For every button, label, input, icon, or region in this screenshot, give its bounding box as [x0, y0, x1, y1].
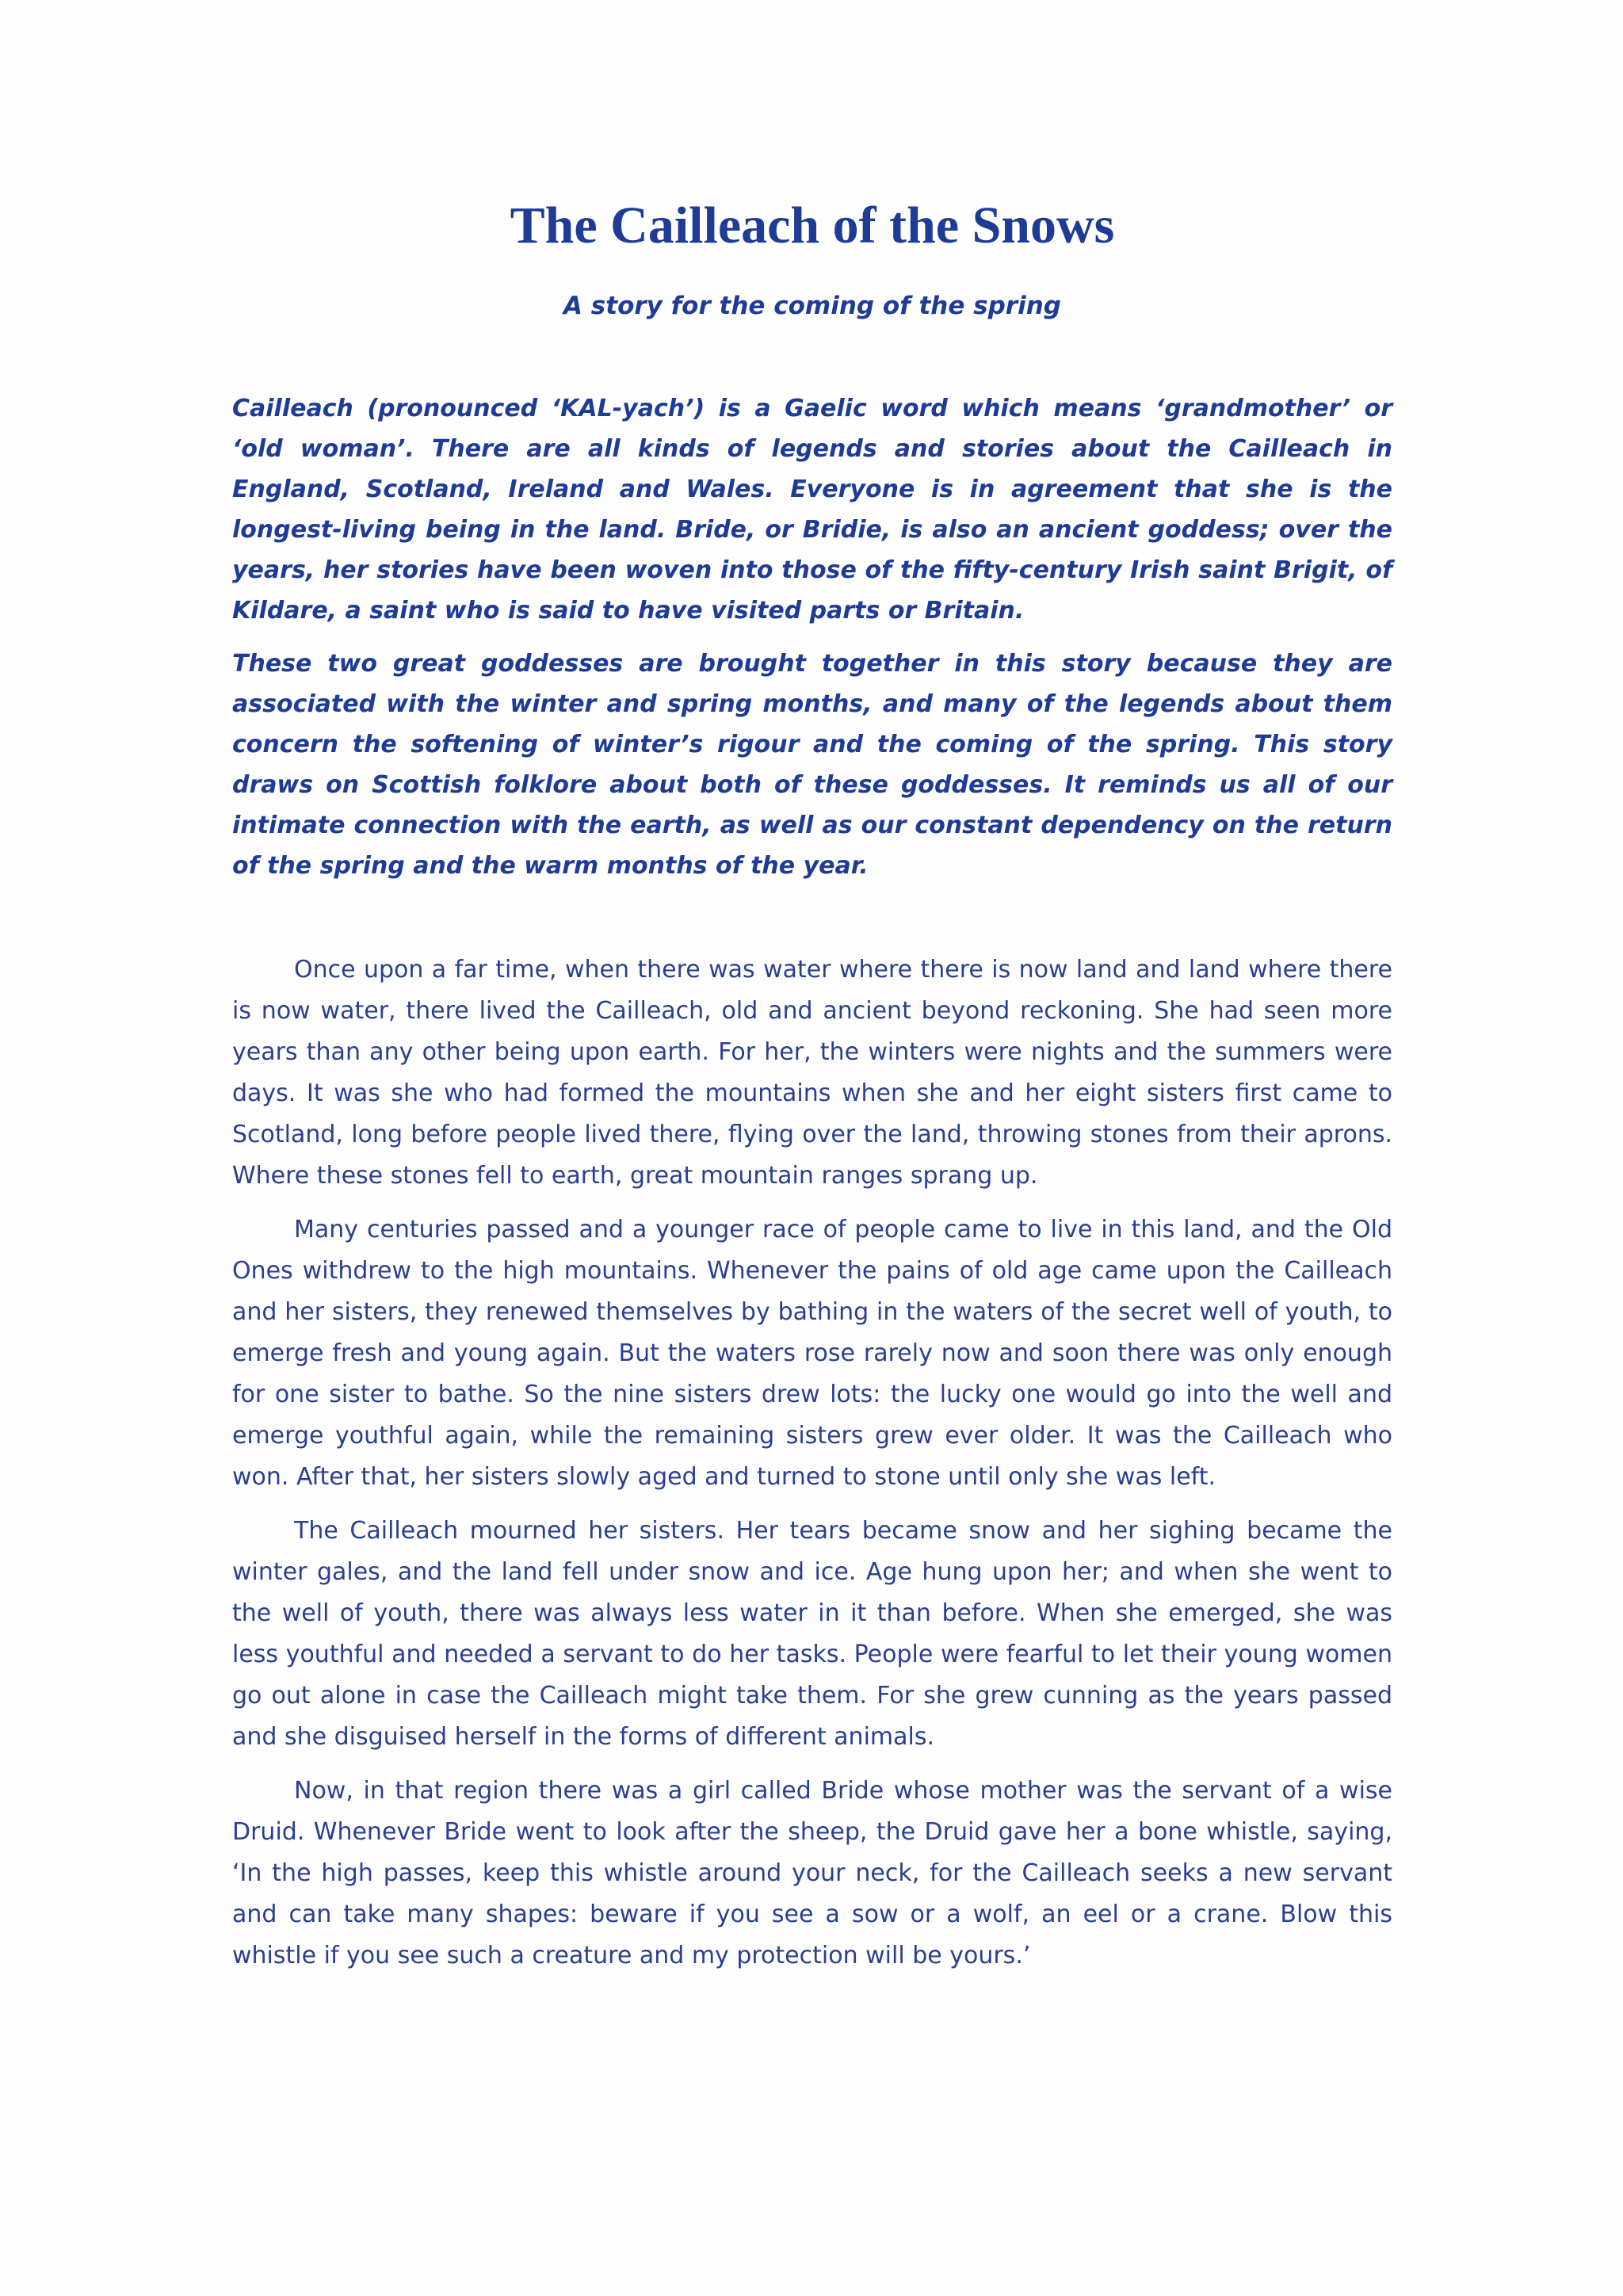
intro-paragraph: These two great goddesses are brought together in this story because they are associated with the winter and spring months, and many of the legends about them concern the softening of winter’s rigour and the coming of the spring. This story draws on Scottish folklore about both of these goddesses. It reminds us all of our intimate connection with the earth, as well as our constant dependency on the return of the spring and the warm months of the year.	[232, 650, 1392, 880]
story-paragraph: The Cailleach mourned her sisters. Her tears became snow and her sighing became the winter gales, and the land fell under snow and ice. Age hung upon her; and when she went to the well of youth, there was always less water in it than before. When she emerged, she was less youthful and needed a servant to do her tasks. People were fearful to let their young women go out alone in case the Cailleach might take them. For she grew cunning as the years passed and she disguised herself in the forms of different animals.	[232, 1517, 1392, 1751]
intro-section	[232, 388, 1392, 886]
intro-paragraph: Cailleach (pronounced ‘KAL-yach’) is a Gaelic word which means ‘grandmother’ or ‘old woman’. There are all kinds of legends and stories about the Cailleach in England, Scotland, Ireland and Wales. Everyone is in agreement that she is the longest-living being in the land. Bride, or Bridie, is also an ancient goddess; over the years, her stories have been woven into those of the fifty-century Irish saint Brigit, of Kildare, a saint who is said to have visited parts or Britain.	[232, 395, 1392, 625]
story-paragraph: Once upon a far time, when there was water where there is now land and land where there is now water, there lived the Cailleach, old and ancient beyond reckoning. She had seen more years than any other being upon earth. For her, the winters were nights and the summers were days. It was she who had formed the mountains when she and her eight sisters first came to Scotland, long before people lived there, flying over the land, throwing stones from their aprons. Where these stones fell to earth, great mountain ranges sprang up.	[232, 956, 1392, 1190]
page-title: The Cailleach of the Snows	[510, 197, 1115, 254]
page-subtitle: A story for the coming of the spring	[563, 292, 1061, 320]
story-paragraph: Many centuries passed and a younger race of people came to live in this land, and the Old Ones withdrew to the high mountains. Whenever the pains of old age came upon the Cailleach and her sisters, they renewed themselves by bathing in the waters of the secret well of youth, to emerge fresh and young again. But the waters rose rarely now and soon there was only enough for one sister to bathe. So the nine sisters drew lots: the lucky one would go into the well and emerge youthful again, while the remaining sisters grew ever older. It was the Cailleach who won. After that, her sisters slowly aged and turned to stone until only she was left.	[232, 1216, 1392, 1491]
story-paragraph: Now, in that region there was a girl called Bride whose mother was the servant of a wise Druid. Whenever Bride went to look after the sheep, the Druid gave her a bone whistle, saying, ‘In the high passes, keep this whistle around your neck, for the Cailleach seeks a new servant and can take many shapes: beware if you see a sow or a wolf, an eel or a crane. Blow this whistle if you see such a creature and my protection will be yours.’	[232, 1777, 1392, 1969]
story-section	[232, 949, 1392, 1977]
document-content	[232, 182, 1392, 1989]
